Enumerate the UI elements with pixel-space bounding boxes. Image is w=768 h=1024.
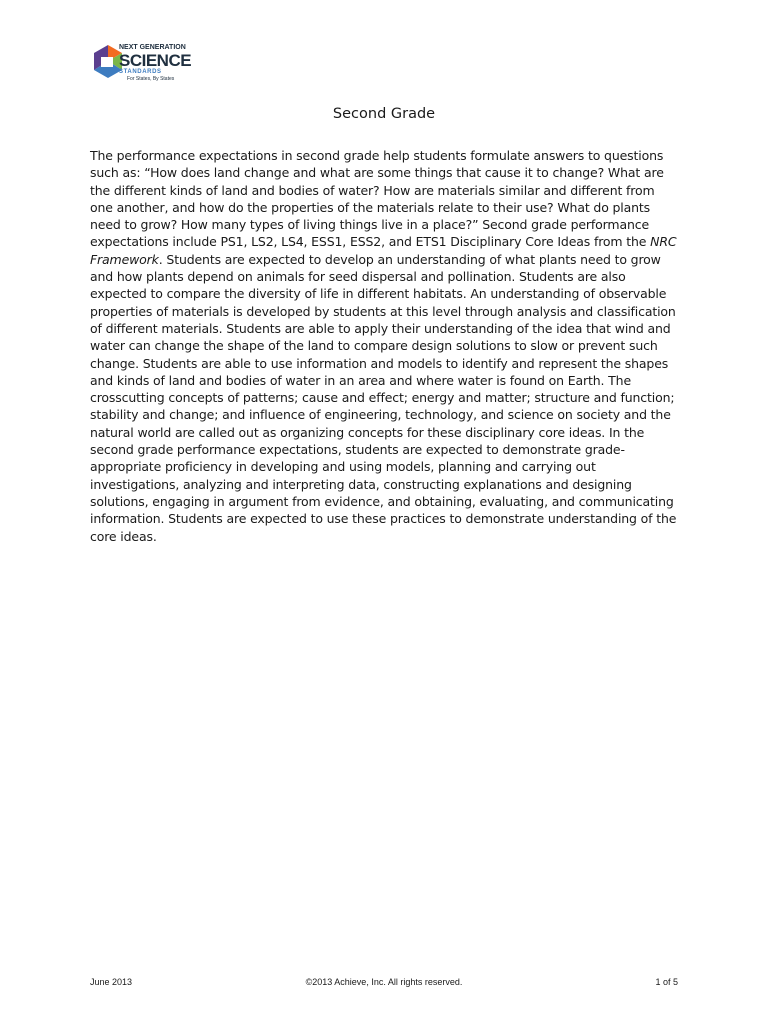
- footer-copyright: ©2013 Achieve, Inc. All rights reserved.: [305, 977, 463, 987]
- body-text-part-1: The performance expectations in second grade help students formulate answers to questions such as: “How does land change and what are some things that cause it to change? What are the different kinds of land and bodies of water? How are materials similar and different from one another, and how do the properties of the materials relate to their use? What do plants need to grow? How many types of living things live in a place?” Second grade performance expectations include PS1, LS2, LS4, ESS1, ESS2, and ETS1 Disciplinary Core Ideas from the: [90, 148, 664, 250]
- footer-page-number: 1 of 5: [655, 977, 678, 987]
- body-text-part-2: . Students are expected to develop an understanding of what plants need to grow and how plants depend on animals for seed dispersal and pollination. Students are also expected to compare the diversity of life in different habitats. An understanding of observable properties of materials is developed by students at this level through analysis and classification of different materials. Students are able to apply their understanding of the idea that wind and water can change the shape of the land to compare design solutions to slow or prevent such change. Students are able to use information and models to identify and represent the shapes and kinds of land and bodies of water in an area and where water is found on Earth. The crosscutting concepts of patterns; cause and effect; energy and matter; structure and function; stability and change; and influence of engineering, technology, and science on society and the natural world are called out as organizing concepts for these disciplinary core ideas. In the second grade performance expectations, students are expected to demonstrate grade-appropriate proficiency in developing and using models, planning and carrying out investigations, analyzing and interpreting data, constructing explanations and designing solutions, engaging in argument from evidence, and obtaining, evaluating, and communicating information. Students are expected to use these practices to demonstrate understanding of the core ideas.: [90, 251, 677, 544]
- footer-date: June 2013: [90, 977, 133, 987]
- body-text-italic-reference: NRC Framework: [90, 234, 677, 267]
- page-title: Second Grade: [332, 106, 436, 122]
- body-paragraph: [90, 147, 680, 545]
- logo-line-tagline: For States, By States: [127, 76, 175, 82]
- ngss-logo-text: [119, 44, 199, 83]
- page-footer: [90, 977, 678, 991]
- logo-line-standards: STANDARDS: [119, 69, 162, 75]
- logo-line-science: SCIENCE: [119, 51, 192, 70]
- logo-line-next-generation: NEXT GENERATION: [119, 44, 186, 51]
- ngss-logo: [88, 42, 192, 90]
